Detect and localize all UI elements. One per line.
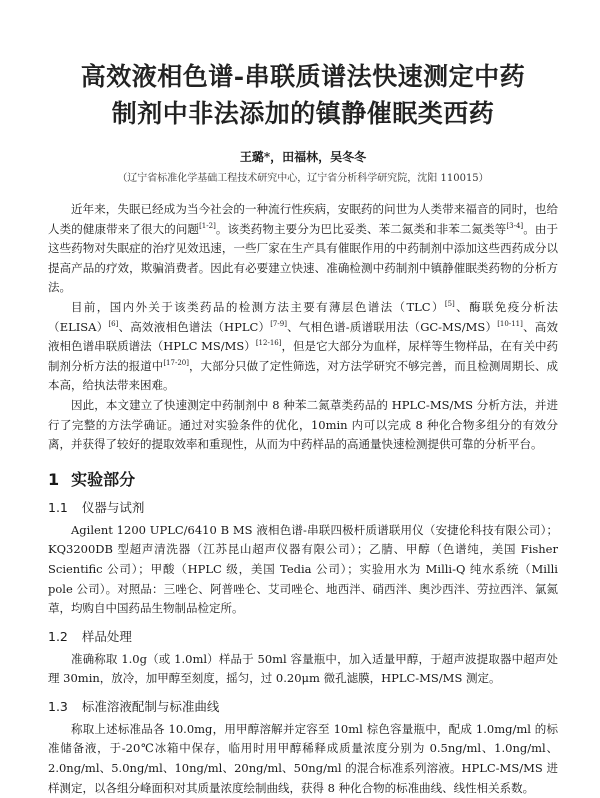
title-line-1: 高效液相色谱-串联质谱法快速测定中药 <box>80 62 526 91</box>
citation: [6] <box>108 319 119 328</box>
instruments-paragraph: Agilent 1200 UPLC/6410 B MS 液相色谱-串联四极杆质谱联用仪（安捷伦科技有限公司）；KQ3200DB 型超声清洗器（江苏昆山超声仪器有限公司）；乙腈、甲醇（色谱纯，美国 Fisher Scientific 公司）；甲酸（HPLC 级，美国 Tedia 公司）；实验用水为 Milli-Q 纯水系统（Milli pole 公司）。对照品：三唑仑、阿普唑仑、艾司唑仑、地西泮、硝西泮、奥沙西泮、劳拉西泮、氯氮䓬，均购自中国药品生物制品检定所。 <box>48 522 558 616</box>
author-list: 王璐*，田福林，吴冬冬 <box>239 150 367 164</box>
paper-title <box>48 58 558 132</box>
standard-solution-paragraph: 称取上述标准品各 10.0mg，用甲醇溶解并定容至 10ml 棕色容量瓶中，配成 1.0mg/ml 的标准储备液，于-20℃冰箱中保存，临用时用甲醇稀释成质量浓度分别为 0.5ng/ml、1.0ng/ml、2.0ng/ml、5.0ng/ml、10ng/ml、20ng/ml、50ng/ml 的混合标准系列溶液。HPLC-MS/MS 进样测定，以各组分峰面积对其质量浓度绘制曲线，获得 8 种化合物的标准曲线、线性相关系数。 <box>48 721 558 795</box>
subsection-heading-1-3: 1.3 标准溶液配制与标准曲线 <box>48 698 220 714</box>
intro-paragraph-3: 因此，本文建立了快速测定中药制剂中 8 种苯二氮䓬类药品的 HPLC-MS/MS 分析方法，并进行了完整的方法学确证。通过对实验条件的优化，10min 内可以完成 8 种化合物多组分的有效分离，并获得了较好的提取效率和重现性，从而为中药样品的高通量快速检测提供可靠的分析平台。 <box>48 397 558 452</box>
intro-paragraph-1: 近年来，失眠已经成为当今社会的一种流行性疾病，安眠药的问世为人类带来福音的同时，也给人类的健康带来了很大的问题[1-2]。该类药物主要分为巴比妥类、苯二氮类和非苯二氮类等[3-4]。由于这些药物对失眠症的治疗见效迅速，一些厂家在生产具有催眠作用的中药制剂中添加这些西药成分以提高产品的疗效，欺骗消费者。因此有必要建立快速、准确检测中药制剂中镇静催眠类药物的分析方法。 <box>48 202 559 295</box>
citation: [1-2] <box>199 221 216 230</box>
affiliation: （辽宁省标准化学基础工程技术研究中心，辽宁省分析科学研究院，沈阳 110015） <box>117 173 489 184</box>
citation: [10-11] <box>497 319 523 328</box>
citation: [3-4] <box>506 221 524 230</box>
section-heading-1: 1 实验部分 <box>48 469 136 489</box>
subsection-heading-1-1: 1.1 仪器与试剂 <box>48 499 145 515</box>
citation: [5] <box>444 300 455 309</box>
sample-prep-paragraph: 准确称取 1.0g（或 1.0ml）样品于 50ml 容量瓶中，加入适量甲醇，于超声波提取器中超声处理 30min，放冷，加甲醇至刻度，摇匀，过 0.20μm 微孔滤膜，HPLC-MS/MS 测定。 <box>48 651 558 686</box>
citation: [17-20] <box>163 358 189 367</box>
title-line-2: 制剂中非法添加的镇静催眠类西药 <box>111 99 495 128</box>
intro-paragraph-2: 目前，国内外关于该类药品的检测方法主要有薄层色谱法（TLC）[5]、酶联免疫分析法（ELISA）[6]、高效液相色谱法（HPLC）[7-9]、气相色谱-质谱联用法（GC-MS/MS）[10-11]、高效液相色谱串联质谱法（HPLC MS/MS）[12-16]，但是它大部分为血样，尿样等生物样品，在有关中药制剂分析方法的报道中[17-20]，大部分只做了定性筛选，对方法学研究不够完善，而且检测周期长、成本高，给执法带来困难。 <box>48 299 559 393</box>
citation: [7-9] <box>270 319 287 328</box>
subsection-heading-1-2: 1.2 样品处理 <box>48 628 132 644</box>
citation: [12-16] <box>255 339 282 348</box>
